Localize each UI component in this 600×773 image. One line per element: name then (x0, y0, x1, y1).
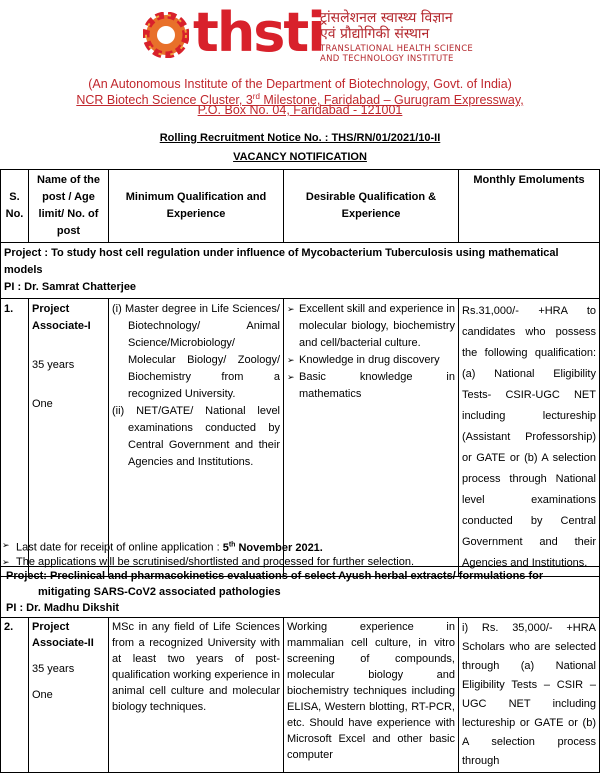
row2-min-qual: MSc in any field of Life Sciences from a recognized University with at least two years of post-qualification working experience in animal cell culture and molecular biology techniques. (109, 618, 284, 773)
brand-wordmark: thsti (193, 1, 324, 64)
project2-title-row (1, 567, 600, 618)
notice-title: VACANCY NOTIFICATION (233, 151, 367, 163)
vacancy-table (0, 169, 600, 577)
row1-emoluments: Rs.31,000/- +HRA to candidates who possess the following qualification: (a) National Eligibility Tests- CSIR-UGC NET including lectureship (Assistant Professorship) or GATE or (b) A selection process through National level examinations conducted by Central Government and their Agencies and Institutions. (459, 299, 600, 577)
project2-pi: PI : Dr. Madhu Dikshit (6, 602, 120, 614)
row2-sno: 2. (1, 618, 29, 773)
col-sno: S. No. (1, 170, 29, 243)
table-row (1, 618, 600, 773)
letterhead (0, 0, 600, 70)
project2-title: Project: Preclinical and pharmacokinetics evaluations of select Ayush herbal extracts/ formulations for mitigating SARS-CoV2 associated pathologies (6, 570, 544, 598)
project1-title-row (1, 243, 600, 299)
english-name: TRANSLATIONAL HEALTH SCIENCE AND TECHNOLOGY INSTITUTE (320, 44, 474, 64)
row1-post: Project Associate-I 35 years One (29, 299, 109, 577)
table-header-row (1, 170, 600, 243)
row1-sno: 1. (1, 299, 29, 577)
last-date-note: ➢ Last date for receipt of online application : 5th November 2021. (0, 538, 600, 555)
address-line-1: (An Autonomous Institute of the Department of Biotechnology, Govt. of India) (88, 77, 512, 91)
row2-des-qual: Working experience in mammalian cell culture, in vitro screening of compounds, molecular biology and biochemistry techniques including ELISA, Western blotting, RT-PCR, etc. Should have experience with Microsoft Excel and other basic computer (284, 618, 459, 773)
col-des-qual: Desirable Qualification & Experience (284, 170, 459, 243)
scrutiny-note: ➢ The applications will be scrutinised/shortlisted and processed for further selection. (0, 555, 600, 569)
project1-pi: PI : Dr. Samrat Chatterjee (4, 281, 137, 293)
row1-min-qual: (i) Master degree in Life Sciences/ Biotechnology/ Animal Science/Microbiology/ Molecular Biology/ Zoology/ Biochemistry from a recognized University. (ii) NET/GATE/ National level examinations conducted by Central Government and their Agencies and Institutions. (109, 299, 284, 577)
col-post: Name of the post / Age limit/ No. of post (29, 170, 109, 243)
hindi-name: ट्रांसलेशनल स्वास्थ्य विज्ञान एवं प्रौद्योगिकी संस्थान (320, 10, 453, 42)
row2-emoluments: i) Rs. 35,000/- +HRA Scholars who are selected through (a) National Eligibility Tests – CSIR – UGC NET including lectureship or GATE or (b) A selection process through (459, 618, 600, 773)
col-min-qual: Minimum Qualification and Experience (109, 170, 284, 243)
row2-post: Project Associate-II 35 years One (29, 618, 109, 773)
notes (0, 538, 600, 569)
col-emoluments: Monthly Emoluments (459, 170, 600, 243)
table-row (1, 299, 600, 577)
project1-title: Project : To study host cell regulation under influence of Mycobacterium Tuberculosis using mathematical models (4, 247, 559, 276)
thsti-logo-icon (143, 12, 189, 58)
row1-des-qual: ➢ Excellent skill and experience in molecular biology, biochemistry and cell/bacterial culture. ➢ Knowledge in drug discovery ➢ Basic knowledge in mathematics (284, 299, 459, 577)
address-line-2: NCR Biotech Science Cluster, 3rd Milestone, Faridabad – Gurugram Expressway, (76, 92, 524, 108)
address-line-3: P.O. Box No. 04, Faridabad - 121001 (197, 103, 403, 117)
vacancy-table-2 (0, 566, 600, 773)
notice-number: Rolling Recruitment Notice No. : THS/RN/01/2021/10-II (159, 132, 441, 144)
